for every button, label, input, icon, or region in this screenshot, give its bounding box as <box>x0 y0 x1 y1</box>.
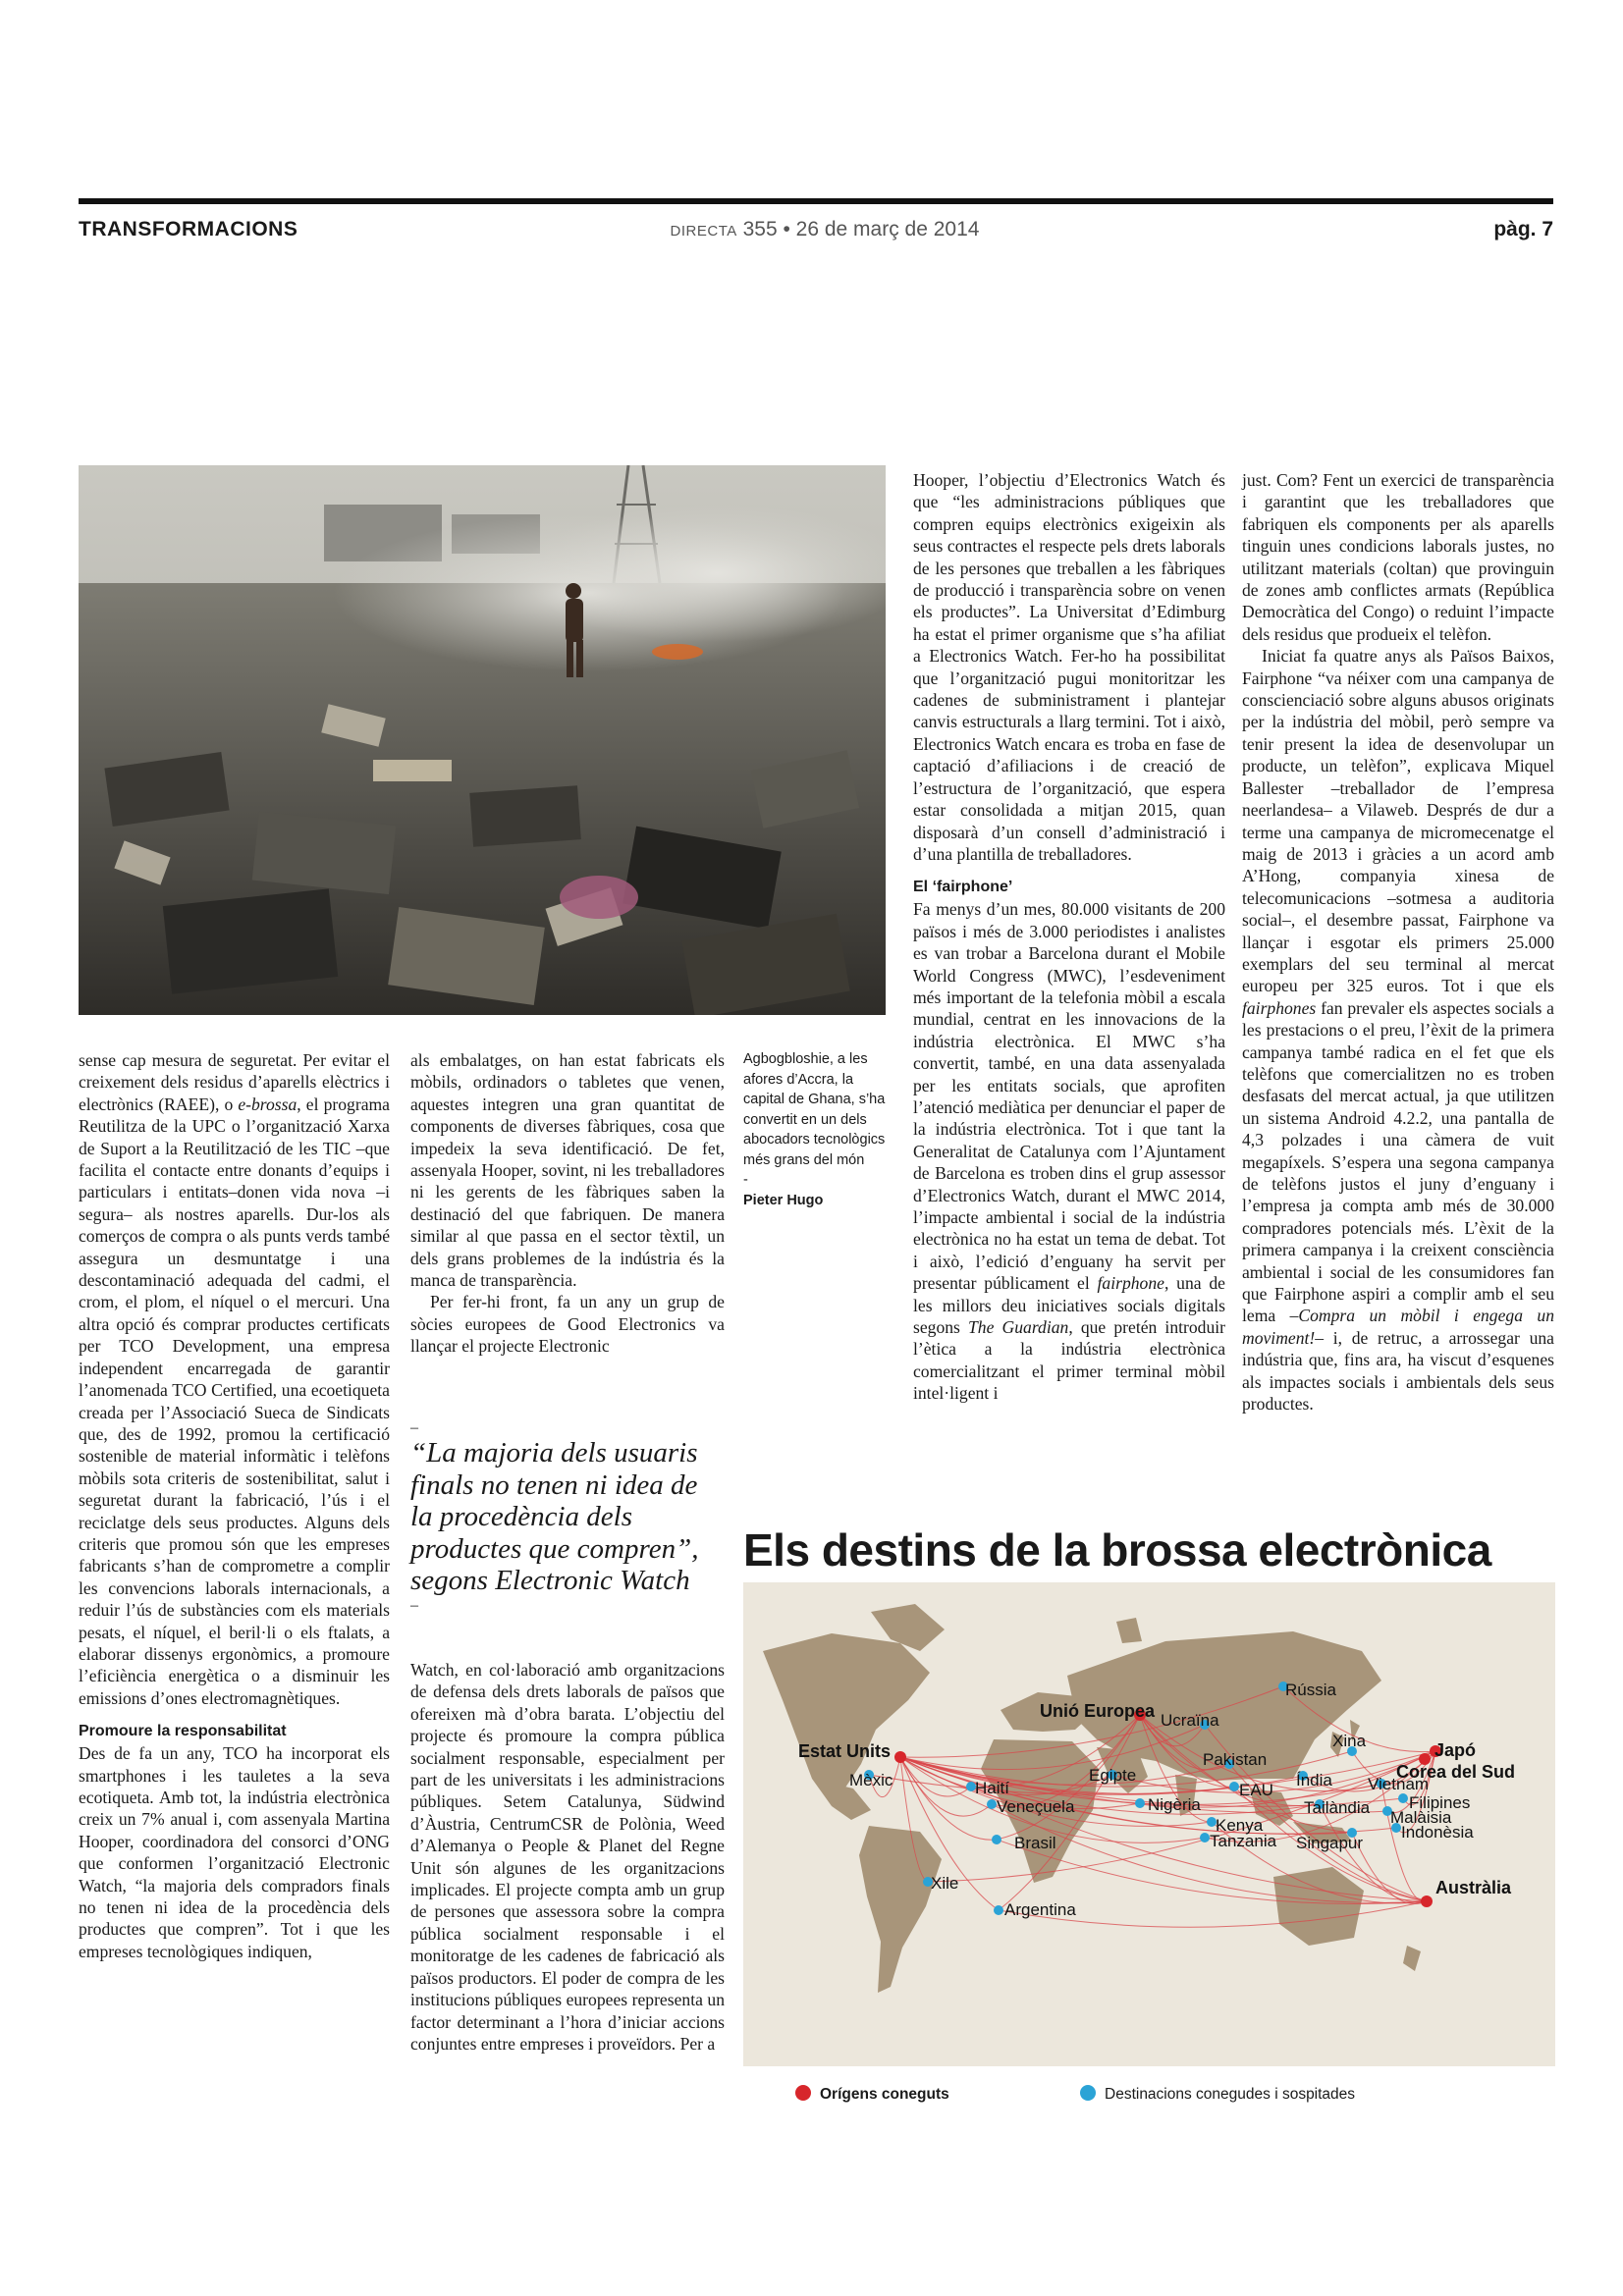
world-map-infographic <box>743 1582 1555 2066</box>
destination-marker <box>1135 1798 1145 1808</box>
map-label-malaysia: Malàisia <box>1390 1808 1452 1827</box>
body-text: Iniciat fa quatre anys als Països Baixos, Fairphone “va néixer com una campanya de conscienciació sobre alguns abusos originats per la indústria del mòbil, però sempre va tenir present la idea de desenvolupar un producte, un telèfon”, explicava Miquel Ballester –treballador de l’empresa neerlandesa– a Vilaweb. Després de dur a terme una campanya de micromecenatge el maig de 2013 i gràcies a un acord amb A’Hong, companyia xinesa de telecomunicacions –sotmesa a auditoria social–, el desembre passat, Fairphone va llançar i esgotar els primers 25.000 exemplars del seu terminal al mercat europeu per 325 euros. Tot i que els <box>1242 646 1554 996</box>
legend-destinations <box>1080 2085 1355 2104</box>
caption-text: Agbogbloshie, a les afores d’Accra, la capital de Ghana, s’ha convertit en un dels abocadors tecnològics més grans del món <box>743 1051 886 1168</box>
photo-credit: Pieter Hugo <box>743 1192 824 1208</box>
pull-quote-text: “La majoria dels usuaris finals no tenen ni idea de la procedència dels productes que compren”, segons Electronic Watch <box>410 1437 699 1596</box>
map-label-haiti: Haití <box>975 1779 1009 1797</box>
map-label-chile: Xile <box>931 1874 959 1893</box>
map-label-venezuela: Veneçuela <box>997 1797 1075 1816</box>
map-label-mexico: Mèxic <box>849 1771 893 1789</box>
body-text: Fa menys d’un mes, 80.000 visitants de 200 països i més de 3.000 periodistes i analistes es van trobar a Barcelona durant el Mobile World Congress (MWC), l’esdeveniment més important de la telefonia mòbil a escala mundial, centrat en les innovacions de la indústria electrònica. El MWC s’ha convertit, també, en una data assenyalada per les entitats socials, que aprofiten l’atenció mediàtica per denunciar el paper de la indústria electrònica. Tot i que tant la Generalitat de Catalunya com l’Ajuntament de Barcelona es troben dins el grup assessor d’Electronics Watch, durant el MWC 2014, l’impacte ambiental i social de la indústria electrònica no ha estat un tema de debat. Tot i això, l’edició d’enguany ha servit per presentar públicament el <box>913 899 1225 1294</box>
article-column-4 <box>1242 469 1554 1415</box>
map-label-tanzania: Tanzania <box>1210 1832 1277 1850</box>
article-column-1 <box>79 1049 390 1962</box>
body-text: , una de les millors deu iniciatives socials digitals segons <box>913 1273 1225 1338</box>
publication-name: DIRECTA <box>670 223 737 240</box>
map-label-brazil: Brasil <box>1014 1834 1056 1852</box>
destination-dot-icon <box>1080 2085 1096 2101</box>
caption-dash: - <box>743 1172 748 1188</box>
origin-marker <box>1421 1896 1433 1907</box>
article-column-3 <box>913 469 1225 1405</box>
destination-marker <box>1398 1793 1408 1803</box>
origin-dot-icon <box>795 2085 811 2101</box>
subheading: Promoure la responsabilitat <box>79 1723 287 1740</box>
subheading: El ‘fairphone’ <box>913 879 1013 896</box>
section-name: TRANSFORMACIONS <box>79 218 298 240</box>
map-label-singapore: Singapur <box>1296 1834 1364 1852</box>
map-label-usa: Estat Units <box>798 1741 892 1761</box>
route-line <box>900 1686 1283 1757</box>
article-column-2-continued <box>410 1659 725 2055</box>
header-rule <box>79 198 1553 204</box>
map-label-thailand: Tailàndia <box>1304 1798 1371 1817</box>
body-text: als embalatges, on han estat fabricats els mòbils, ordinadors o tabletes que venen, aquestes integren una gran quantitat de components de diverses fàbriques, cosa que impedeix la seva identificació. De fet, assenyala Hooper, sovint, ni les treballadores ni les gerents de les fàbriques saben la destinació del que fabriquen. De manera similar al que passa en el sector tèxtil, un dels grans problemes de la indústria és la manca de transparència. <box>410 1050 725 1291</box>
map-label-indonesia: Indonèsia <box>1401 1823 1474 1842</box>
route-line <box>1352 1833 1427 1904</box>
page-number: pàg. 7 <box>1493 218 1553 240</box>
legend-origins-label: Orígens coneguts <box>820 2086 949 2103</box>
emphasis-text: fairphones <box>1242 997 1317 1018</box>
article-column-2 <box>410 1049 725 1358</box>
body-text: , el programa Reutilitza de la UPC o l’organització Xarxa de Suport a la Reutilització de les TIC –que facilita el contacte entre donants d’equips i particulars i entitats–donen vida nova –i segura– als nostres aparells. Dur-los als comerços de compra o als punts verds també assegura un desmuntatge i una descontaminació adequada del cadmi, el crom, el plom, el níquel o el mercuri. Una altra opció és comprar productes certificats per TCO Development, una empresa independent encarregada de garantir l’anomenada TCO Certified, una ecoetiqueta creada per l’Associació Sueca de Sindicats que, des de 1992, promou la certificació sostenible de material informàtic i telèfons mòbils sota criteris de sostenibilitat, salut i seguretat durant la fabricació, l’ús i el reciclatge dels seus productes. Alguns dels criteris que promou són que les empreses fabricants s’han de comprometre a complir les convencions laborals internacionals, a reduir l’ús de substàncies com els materials pesats, el níquel, el beril·li o els ftalats, a elaborar dissenys ergonòmics, a promoure l’eficiència energètica o a disminuir les emissions d’ones electromagnètiques. <box>79 1094 390 1708</box>
destination-marker <box>987 1799 997 1809</box>
pull-quote-dash-top: – <box>410 1419 418 1436</box>
map-title: Els destins de la brossa electrònica <box>743 1524 1491 1575</box>
photo-caption <box>743 1049 891 1210</box>
body-text: – i, de retruc, a arrossegar una indústria que, fins ara, ha viscut d’esquenes als impactes socials i ambientals dels seus productes. <box>1242 1327 1554 1415</box>
body-text: sense cap mesura de seguretat. Per evitar el creixement dels residus d’aparells elèctrics i electrònics (RAEE), o <box>79 1050 390 1114</box>
map-label-kenya: Kenya <box>1216 1816 1264 1835</box>
route-line <box>900 1725 1205 1770</box>
body-text: , que pretén introduir l’ètica a la indústria electrònica comercialitzant el primer terminal mòbil intel·ligent i <box>913 1317 1226 1404</box>
map-label-argentina: Argentina <box>1004 1900 1076 1919</box>
map-label-china: Xina <box>1332 1732 1367 1750</box>
legend-origins <box>795 2085 949 2104</box>
e-waste-dump-photo <box>79 465 886 1015</box>
route-line <box>900 1757 928 1882</box>
emphasis-text: The Guardian <box>968 1317 1069 1338</box>
map-label-japan: Japó <box>1434 1740 1477 1760</box>
body-text: Des de fa un any, TCO ha incorporat els smartphones i les tauletes a la seva ecotiqueta. Amb tot, la indústria electrònica creix un 7% anual i, com assenyala Martina Hooper, coordinadora del consorci d’ONG que conformen l’organització Electronic Watch, “la majoria dels compradors finals no tenen ni idea de la procedència dels productes que compren”. Tot i que les empreses tecnològiques indiquen, <box>79 1743 390 1961</box>
body-text: Per fer-hi front, fa un any un grup de sòcies europees de Good Electronics va llançar el projecte Electronic <box>410 1292 725 1357</box>
body-text: Watch, en col·laboració amb organitzacions de defensa dels drets laborals de països que ofereixen mà d’obra barata. L’objectiu del projecte és promoure la compra pública socialment responsable, especialment per part de les universitats i les administracions públiques. Setem Catalunya, Südwind d’Àustria, CentrumCSR de Polònia, Weed d’Alemanya o People & Planet del Regne Unit són algunes de les organitzacions implicades. El projecte compta amb un grup de persones que assessora sobre la compra pública socialment responsable i el monitoratge de les cadenes de fabricació als països productors. El poder de compra de les institucions públiques europees representa un factor determinant a l’hora d’iniciar accions conjuntes entre empreses i proveïdors. Per a <box>410 1660 725 2054</box>
map-label-south-korea: Corea del Sud <box>1396 1762 1516 1782</box>
emphasis-text: e-brossa <box>238 1094 298 1114</box>
body-text: fan prevaler els aspectes socials a les prestacions o el preu, l’èxit de la primera campanya també radica en el fet que els telèfons que comercialitzen no es troben desfasats del mercat actual, ja que utilitzen un sistema Android 4.2.2, una pantalla de 4,3 polzades i una càmera de vuit megapíxels. S’espera una segona campanya de telèfons justos el juny d’enguany i l’empresa ja compta amb més de 30.000 compradores potencials més. L’èxit de la primera campanya i la creixent consciència ambiental i social de les consumidores fan que Fairphone aspiri a complir amb el seu lema – <box>1242 997 1554 1326</box>
map-label-russia: Rússia <box>1285 1681 1336 1699</box>
pull-quote <box>410 1419 725 1615</box>
issue-date: 355 • 26 de març de 2014 <box>742 218 980 240</box>
map-label-eu: Unió Europea <box>1040 1701 1156 1721</box>
body-text: Hooper, l’objectiu d’Electronics Watch és que “les administracions públiques que compren equips electrònics exigeixin als seus contractes el respecte pels drets laborals de les persones que treballen a les fàbriques de producció i transparència sobre on venen els productes”. La Universitat d’Edimburg ha estat el primer organisme que s’ha afiliat a Electronics Watch. Fer-ho ha possibilitat que l’organització pugui monitoritzar les cadenes de subministrament i plantejar canvis estructurals a llarg termini. Tot i això, Electronics Watch encara es troba en fase de captació d’afiliacions i de creació de l’estructura de l’organització, que espera estar consolidada a mitjan 2015, quan disposarà d’un consell d’administració i d’una plantilla de treballadores. <box>913 470 1225 864</box>
destination-marker <box>1200 1833 1210 1842</box>
destination-marker <box>1229 1782 1239 1791</box>
map-label-ukraine: Ucraïna <box>1161 1711 1219 1730</box>
emphasis-text: fairphone <box>1097 1273 1164 1294</box>
legend-destinations-label: Destinacions conegudes i sospitades <box>1105 2086 1356 2103</box>
issue-info <box>668 218 982 241</box>
destination-marker <box>994 1905 1003 1915</box>
map-label-uae: EAU <box>1239 1781 1273 1799</box>
destination-marker <box>992 1835 1001 1844</box>
pull-quote-dash-bottom: – <box>410 1596 418 1614</box>
map-label-nigeria: Nigèria <box>1148 1795 1201 1814</box>
map-label-india: Índia <box>1296 1771 1332 1789</box>
map-label-philippines: Filipines <box>1409 1793 1471 1812</box>
body-text: just. Com? Fent un exercici de transparència i garantint que les treballadores que fabriquen els components per als aparells tinguin unes condicions laborals justes, no utilitzant materials (coltan) que provinguin de zones amb conflictes armats (República Democràtica del Congo) o reduint l’impacte dels residus que produeix el telèfon. <box>1242 470 1554 644</box>
map-label-egypt: Egipte <box>1089 1766 1137 1785</box>
origin-marker <box>894 1751 906 1763</box>
map-label-vietnam: Vietnam <box>1368 1775 1430 1793</box>
emphasis-text: Compra un mòbil i engega un moviment! <box>1242 1306 1554 1348</box>
map-label-australia: Austràlia <box>1435 1878 1512 1897</box>
map-label-pakistan: Pakistan <box>1203 1750 1268 1769</box>
